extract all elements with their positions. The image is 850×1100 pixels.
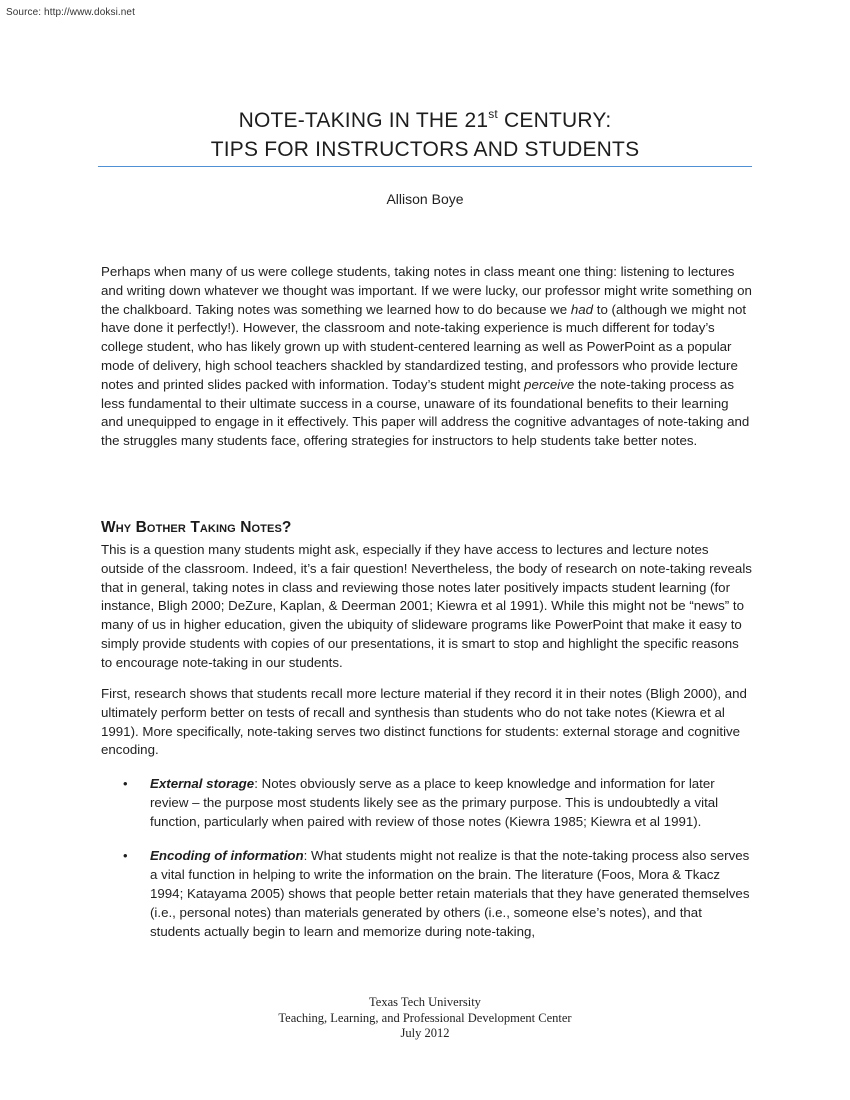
title-line-1-end: CENTURY: xyxy=(497,109,612,132)
footer-date: July 2012 xyxy=(400,1026,450,1040)
section-heading: Why Bother Taking Notes? xyxy=(101,519,292,536)
intro-paragraph xyxy=(101,263,753,451)
bullet-icon: • xyxy=(123,848,128,864)
list-item-external-storage xyxy=(101,775,753,831)
footer-center: Teaching, Learning, and Professional Development Center xyxy=(278,1010,572,1025)
intro-text-1: Perhaps when many of us were college students, taking notes in class meant one thing: listening to lectures and writing down whatever we thought was important. If we were lucky, our professor might write something on the chalkboard. Taking notes was something we learned how to do because we xyxy=(101,264,752,317)
intro-emphasis-had: had xyxy=(570,301,594,317)
list-item-term: Encoding of information xyxy=(150,848,304,864)
title-line-1 xyxy=(98,106,752,135)
page-footer xyxy=(98,995,752,1042)
intro-text-2: to (although we might not have done it perfectly!). However, the classroom and note-taking experience is much different for today’s college student, who has likely grown up with student-centered learning as well as PowerPoint as a popular mode of delivery, high school teachers shackled by standardized testing, and professors who provide lecture notes and printed slides packed with information. Today’s student might xyxy=(101,301,747,392)
document-title xyxy=(98,106,752,164)
section-paragraph-1: This is a question many students might ask, especially if they have access to lectures and lecture notes outside of the classroom. Indeed, it’s a fair question! Nevertheless, the body of research on note-taking reveals that in general, taking notes in class and reviewing those notes later positively impacts student learning (for instance, Bligh 2000; DeZure, Kaplan, & Deerman 2001; Kiewra et al 1991). While this might not be “news” to many of us in higher education, given the ubiquity of slideware programs like PowerPoint that make it easy to simply provide students with copies of our presentations, it is smart to stop and highlight the specific reasons to encourage note-taking in our students. xyxy=(101,542,752,670)
list-item-text: : Notes obviously serve as a place to keep knowledge and information for later review – the purpose most students likely see as the primary purpose. This is undoubtedly a vital function, particularly when paired with review of those notes (Kiewra 1985; Kiewra et al 1991). xyxy=(150,776,719,829)
author-name: Allison Boye xyxy=(386,191,464,207)
footer-institution: Texas Tech University xyxy=(369,995,481,1009)
bullet-icon: • xyxy=(123,776,128,791)
list-item-encoding xyxy=(101,847,753,941)
title-line-2: TIPS FOR INSTRUCTORS AND STUDENTS xyxy=(210,138,640,161)
section-paragraph-2: First, research shows that students recall more lecture material if they record it in their notes (Bligh 2000), and ultimately perform better on tests of recall and synthesis than students who do not take notes (Kiewra et al 1991). More specifically, note-taking serves two distinct functions for students: external storage and cognitive encoding. xyxy=(101,686,747,758)
list-item-text: : What students might not realize is that the note-taking process also serves a vital function in helping to write the information on the brain. The literature (Foos, Mora & Tkacz 1994; Katayama 2005) shows that people better retain materials that they have generated themselves (i.e., personal notes) than materials generated by others (i.e., someone else’s notes), and that students actually begin to learn and memorize during note-taking, xyxy=(150,848,750,939)
intro-text-3: the note-taking process as less fundamental to their ultimate success in a course, unaware of its foundational benefits to their learning and unequipped to engage in it effectively. This paper will address the cognitive advantages of note-taking and the struggles many students face, offering strategies for instructors to help students take better notes. xyxy=(101,376,750,449)
title-superscript: st xyxy=(488,107,498,121)
intro-emphasis-perceive: perceive xyxy=(524,376,575,392)
function-list xyxy=(101,775,753,957)
source-url: Source: http://www.doksi.net xyxy=(6,7,135,18)
title-divider xyxy=(98,166,752,167)
title-line-1-text: NOTE-TAKING IN THE 21 xyxy=(238,109,489,132)
list-item-term: External storage xyxy=(150,776,255,791)
